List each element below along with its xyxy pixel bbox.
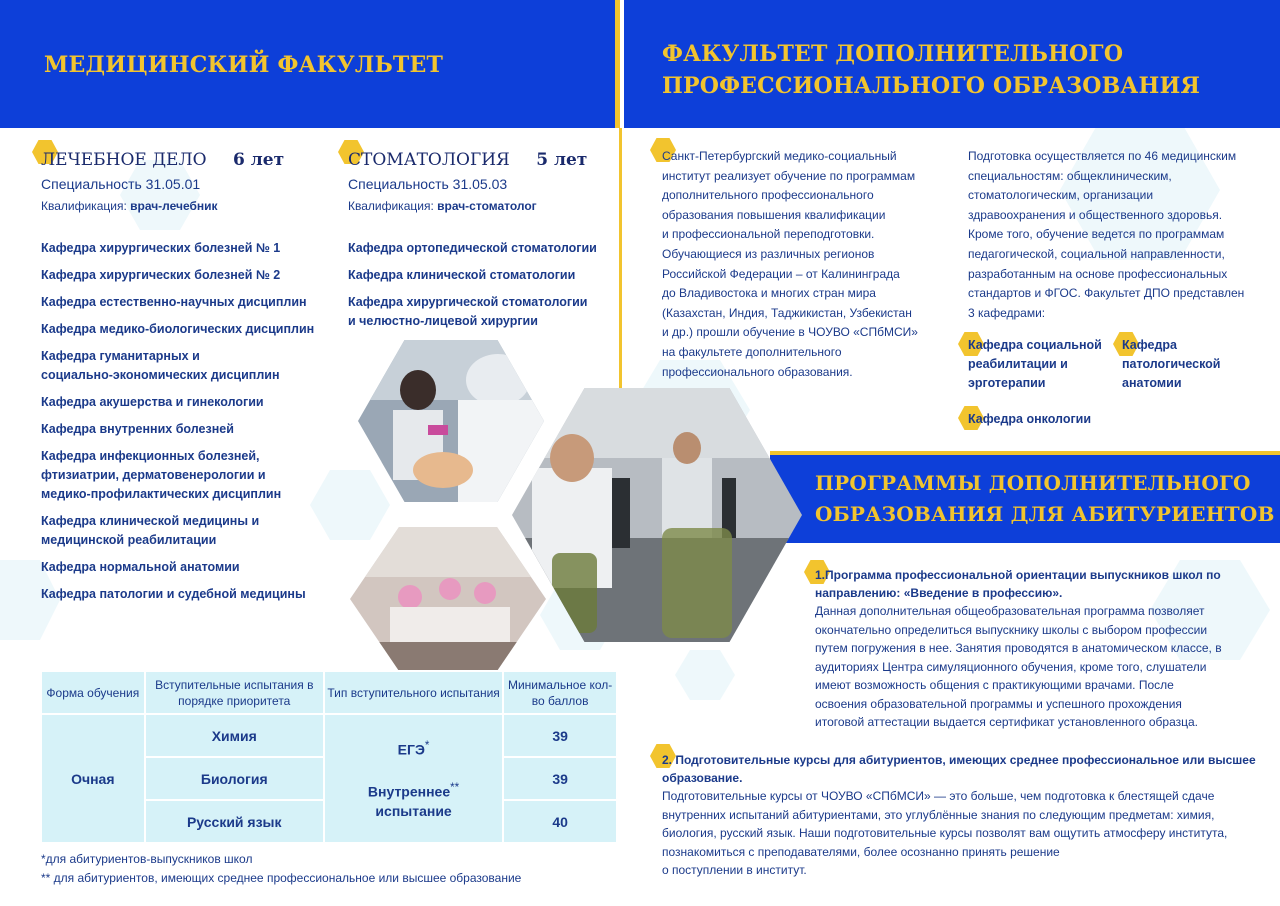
list-item: фтизиатрии, дерматовенерологии и [41, 468, 266, 482]
table-header: Минимальное кол-во баллов [503, 671, 617, 714]
specialty-code: Специальность 31.05.03 [348, 176, 508, 192]
specialty-qualification: Квалификация: врач-лечебник [41, 199, 218, 213]
program2-body: Подготовительные курсы от ЧОУВО «СПбМСИ» — это больше, чем подготовка к блестящей сдаче внутренних испытаний абитуриентами, это углублённые знания по следующим предметам: химия, биология, русский язык. Наши подготовительные курсы позволят вам ощутить атмосферу института, познакомиться с преподавателями, более осознанно принять решение о поступлении в институт. [662, 789, 1228, 877]
specialty-years: 6 лет [233, 150, 285, 170]
list-item: Кафедра гуманитарных и [41, 349, 200, 363]
specialty-years: 5 лет [536, 150, 588, 170]
list-item: и челюстно-лицевой хирургии [348, 314, 538, 328]
training-paragraph: Подготовка осуществляется по 46 медицинским специальностям: общеклиническим, стоматологическим, организации здравоохранения и общественного здоровья. Кроме того, обучение ведется по программам педагогической, социальной направленности, разработанным на основе профессиональных стандартов и ФГОС. Факультет ДПО представлен 3 кафедрами: [968, 149, 1245, 320]
specialty-code: Специальность 31.05.01 [41, 176, 201, 192]
list-item: Кафедра естественно-научных дисциплин [41, 295, 307, 309]
list-item: медицинской реабилитации [41, 533, 217, 547]
list-item: Кафедра хирургической стоматологии [348, 295, 588, 309]
list-item: Кафедра хирургических болезней № 2 [41, 268, 281, 282]
dpo-department-pathology: Кафедра патологической анатомии [1122, 338, 1221, 390]
divider-gold-vertical [615, 0, 620, 128]
table-cell-score: 40 [503, 800, 617, 843]
table-cell-form: Очная [41, 714, 145, 843]
list-item: Кафедра внутренних болезней [41, 422, 234, 436]
specialty-name: ЛЕЧЕБНОЕ ДЕЛО [41, 150, 207, 170]
list-item: Кафедра клинической стоматологии [348, 268, 576, 282]
table-cell-type: ЕГЭ* Внутреннее** испытание [324, 714, 503, 843]
table-cell-score: 39 [503, 714, 617, 757]
list-item: Кафедра патологии и судебной медицины [41, 587, 306, 601]
program1-body: Данная дополнительная общеобразовательная программа позволяет окончательно определиться выпускнику школы с выбором профессии путем погружения в нее. Занятия проводятся в анатомическом классе, в аудиториях Центра симуляционного обучения, кроме того, слушатели имеют возможность общения с практикующими врачами. После освоения образовательной программы и успешного прохождения итоговой аттестации выдается сертификат установленного образца. [815, 604, 1222, 729]
list-item: медико-профилактических дисциплин [41, 487, 282, 501]
specialty-qualification: Квалификация: врач-стоматолог [348, 199, 537, 213]
list-item: Кафедра медико-биологических дисциплин [41, 322, 315, 336]
intro-paragraph: Санкт-Петербургский медико-социальный институт реализует обучение по программам дополнительного профессионального образования повышения квалификации и профессиональной переподготовки. Обучающиеся из различных регионов Российской Федерации – от Калининграда до Владивостока и многих стран мира (Казахстан, Индия, Таджикистан, Узбекистан и др.) прошли обучение в ЧОУВО «СПбМСИ» на факультете дополнительного профессионального образования. [662, 149, 918, 379]
page-title-left: МЕДИЦИНСКИЙ ФАКУЛЬТЕТ [44, 52, 444, 78]
list-item: Кафедра клинической медицины и [41, 514, 260, 528]
list-item: социально-экономических дисциплин [41, 368, 280, 382]
list-item: Кафедра нормальной анатомии [41, 560, 240, 574]
admission-table [40, 670, 618, 844]
table-cell-subject: Биология [145, 757, 324, 800]
programs-title: ПРОГРАММЫ ДОПОЛНИТЕЛЬНОГО ОБРАЗОВАНИЯ ДЛЯ АБИТУРИЕНТОВ [815, 471, 1275, 526]
dpo-department-oncology: Кафедра онкологии [968, 412, 1092, 426]
department-list-general [41, 239, 341, 604]
department-list-dentistry [348, 239, 618, 331]
footnotes: *для абитуриентов-выпускников школ ** для абитуриентов, имеющих среднее профессиональное или высшее образование [41, 852, 522, 885]
table-header: Форма обучения [41, 671, 145, 714]
table-header: Вступительные испытания в порядке приоритета [145, 671, 324, 714]
specialty-dentistry [348, 150, 587, 170]
program2-heading: 2. Подготовительные курсы для абитуриентов, имеющих среднее профессиональное или высшее образование. [662, 753, 1256, 785]
table-cell-subject: Химия [145, 714, 324, 757]
table-header: Тип вступительного испытания [324, 671, 503, 714]
list-item: Кафедра ортопедической стоматологии [348, 241, 597, 255]
list-item: Кафедра хирургических болезней № 1 [41, 241, 281, 255]
list-item: Кафедра акушерства и гинекологии [41, 395, 264, 409]
dpo-department-rehab: Кафедра социальной реабилитации и эрготерапии [968, 338, 1102, 390]
table-cell-score: 39 [503, 757, 617, 800]
table-cell-subject: Русский язык [145, 800, 324, 843]
program1-heading: 1.Программа профессиональной ориентации выпускников школ по направлению: «Введение в профессию». [815, 568, 1221, 600]
list-item: Кафедра инфекционных болезней, [41, 449, 260, 463]
specialty-name: СТОМАТОЛОГИЯ [348, 150, 510, 170]
specialty-general-medicine [41, 150, 284, 170]
page-title-right: ФАКУЛЬТЕТ ДОПОЛНИТЕЛЬНОГО ПРОФЕССИОНАЛЬНОГО ОБРАЗОВАНИЯ [662, 41, 1201, 99]
